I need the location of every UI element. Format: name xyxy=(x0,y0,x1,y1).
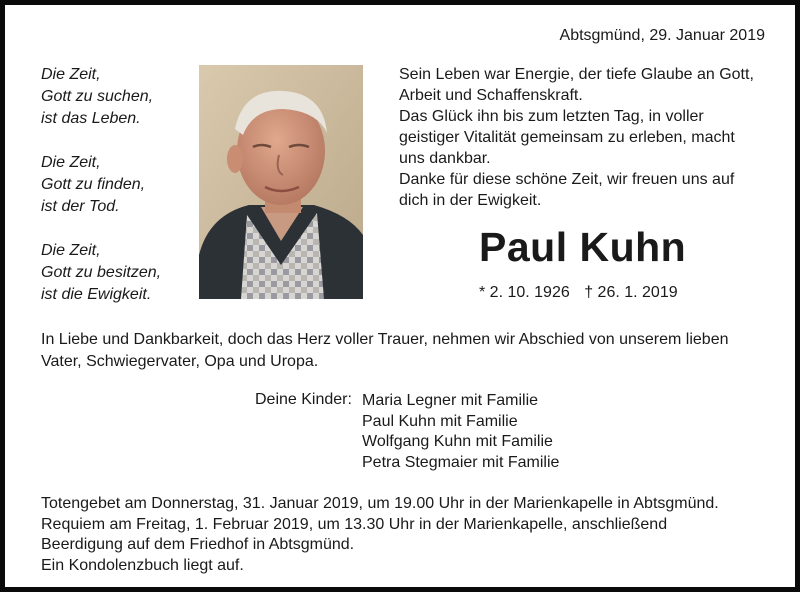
family-member: Wolfgang Kuhn mit Familie xyxy=(362,433,553,450)
poem-line: Die Zeit, xyxy=(41,66,101,83)
portrait-photo xyxy=(199,65,363,299)
farewell-text xyxy=(41,329,781,373)
life-dates xyxy=(479,284,688,302)
family-label: Deine Kinder: xyxy=(255,391,352,408)
family-member: Paul Kuhn mit Familie xyxy=(362,412,518,430)
schedule-line: Ein Kondolenzbuch liegt auf. xyxy=(41,557,244,575)
poem-stanza xyxy=(41,240,191,306)
family-member: Maria Legner mit Familie xyxy=(362,392,539,409)
poem-stanza xyxy=(41,64,191,130)
tribute-line: dich in der Ewigkeit. xyxy=(399,192,542,209)
schedule-line: Totengebet am Donnerstag, 31. Januar 2019, um 19.00 Uhr in der Marienkapelle in Abtsgmünd. xyxy=(41,495,719,512)
poem-line: ist die Ewigkeit. xyxy=(41,286,152,303)
tribute-line: uns dankbar. xyxy=(399,150,491,167)
deceased-name: Paul Kuhn xyxy=(479,224,687,270)
family-list xyxy=(362,391,559,473)
poem-line: Gott zu besitzen, xyxy=(41,264,162,281)
poem-line: ist das Leben. xyxy=(41,110,141,127)
place-date: Abtsgmünd, 29. Januar 2019 xyxy=(559,27,765,44)
tribute-line: Das Glück ihn bis zum letzten Tag, in voller xyxy=(399,108,704,125)
poem-line: ist der Tod. xyxy=(41,198,120,215)
service-schedule xyxy=(41,494,781,577)
tribute-line: Danke für diese schöne Zeit, wir freuen uns auf xyxy=(399,171,735,188)
tribute-line: Arbeit und Schaffenskraft. xyxy=(399,87,583,104)
tribute-line: Sein Leben war Energie, der tiefe Glaube an Gott, xyxy=(399,66,754,83)
poem-line: Die Zeit, xyxy=(41,154,101,171)
poem-line: Gott zu finden, xyxy=(41,176,146,193)
family-member: Petra Stegmaier mit Familie xyxy=(362,453,560,471)
tribute-line: geistiger Vitalität gemeinsam zu erleben, macht xyxy=(399,129,735,146)
schedule-line: Requiem am Freitag, 1. Februar 2019, um 13.30 Uhr in der Marienkapelle, anschließend xyxy=(41,515,668,533)
poem-line: Die Zeit, xyxy=(41,242,101,259)
schedule-line: Beerdigung auf dem Friedhof in Abtsgmünd. xyxy=(41,536,355,554)
poem-line: Gott zu suchen, xyxy=(41,88,154,105)
tribute-text xyxy=(399,64,779,211)
death-date: † 26. 1. 2019 xyxy=(584,284,678,301)
farewell-line: In Liebe und Dankbarkeit, doch das Herz voller Trauer, nehmen wir Abschied von unserem lieben xyxy=(41,331,729,348)
portrait-illustration xyxy=(199,65,363,299)
poem-stanza xyxy=(41,152,191,218)
poem xyxy=(41,64,191,328)
birth-date: * 2. 10. 1926 xyxy=(479,284,570,301)
farewell-line: Vater, Schwiegervater, Opa und Uropa. xyxy=(41,353,319,370)
